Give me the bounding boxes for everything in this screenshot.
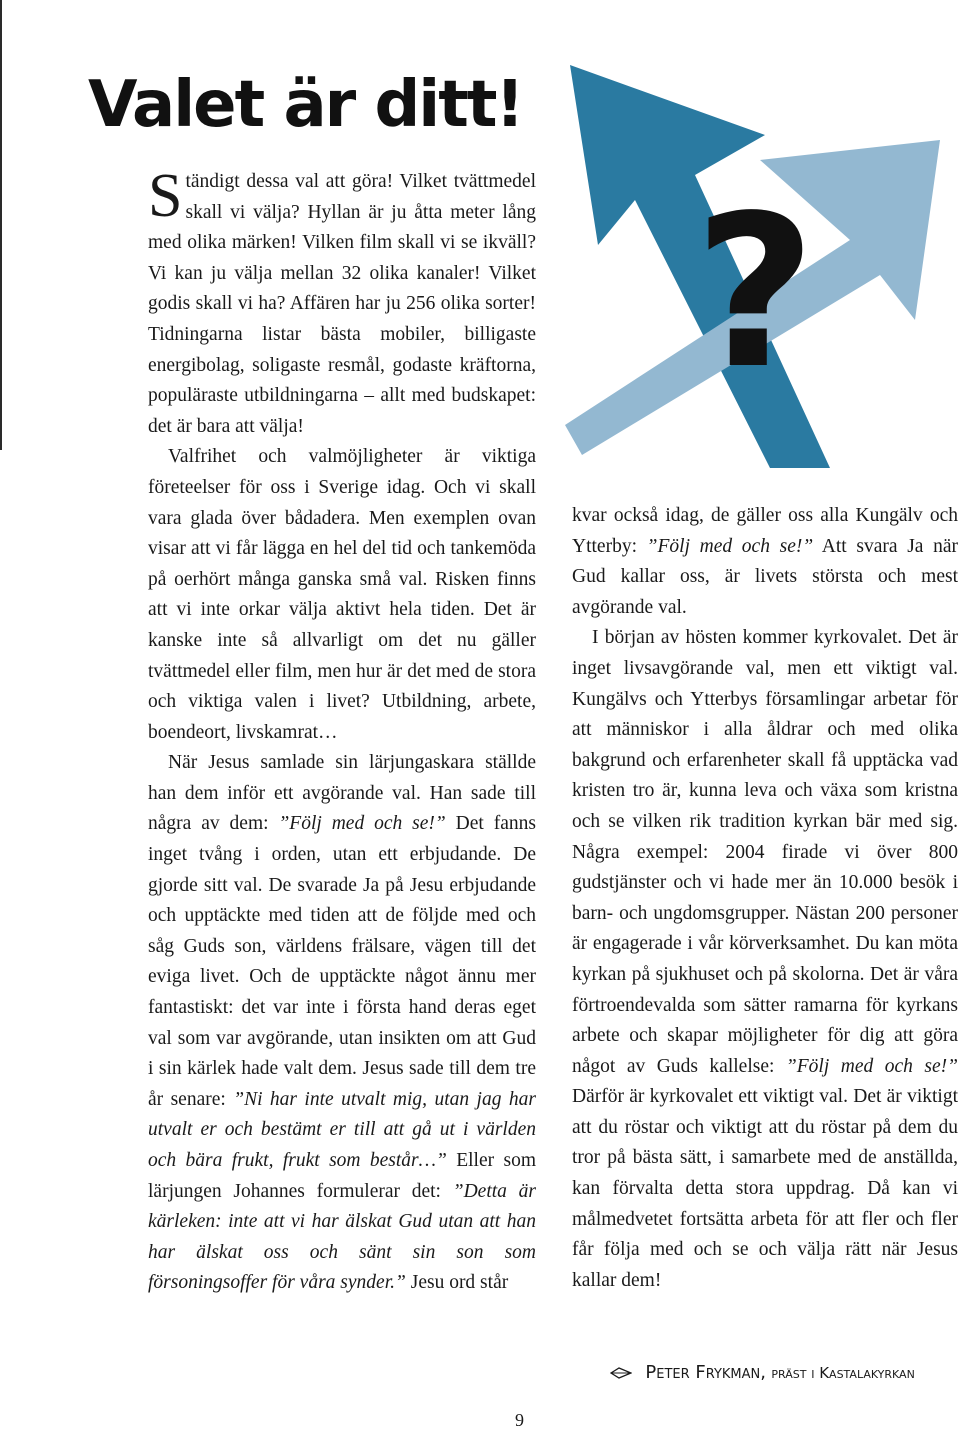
paragraph-text: Att svara Ja när Gud kallar oss, är livets största och mest avgörande val. — [572, 535, 958, 618]
bible-quote: ”Följ med och se!” — [278, 813, 446, 835]
body-paragraph: Valfrihet och valmöjligheter är viktiga företeelser för oss i Sverige idag. Och vi skall vara glada över bådadera. Men exemplen ovan visar att vi får lägga en hel del tid och tankemöda på oerhört många ganska små val. Risken finns att vi inte orkar välja aktivt hela tiden. Det är kanske inte så allvarligt om det nu gäller tvättmedel eller film, men hur är det med de stora och viktiga valen i livet? Utbildning, arbete, boendeort, livskamrat… — [148, 446, 536, 743]
paragraph-text: Därför är kyrkovalet ett viktigt val. Det är viktigt att du röstar och viktigt att du röstar på dem du tror på bästa sätt, i samarbete med de anställda, kan förvalta detta stora uppdrag. Då kan vi målmedvetet fortsätta arbeta för att fler och fler får följa med och se och välja rätt när Jesus kallar dem! — [572, 1086, 958, 1291]
paragraph-text: kvar också idag, de gäller oss alla Kungälv och Ytterby: — [572, 505, 958, 557]
author-signature — [610, 1362, 960, 1383]
article-headline: Valet är ditt! — [88, 68, 523, 142]
continuation-paragraph — [572, 501, 958, 623]
question-mark-symbol: ? — [694, 170, 816, 415]
right-text-column — [572, 501, 958, 1296]
intro-paragraph — [148, 162, 536, 442]
author-role: präst i Kastalakyrkan — [771, 1364, 915, 1382]
church-election-paragraph — [572, 623, 958, 1296]
bible-quote: ”Detta är kärleken: inte att vi har älskat Gud utan att han har älskat oss och sänt sin son som försoningsoffer för våra synder.” — [148, 1180, 536, 1294]
bible-quote: ”Följ med och se!” — [785, 1055, 958, 1077]
arrows-question-illustration — [560, 60, 960, 480]
paragraph-text: Det fanns inget tvång i orden, utan ett erbjudande. De gjorde sitt val. De svarade Ja på Jesu erbjudande och upptäckte med tiden att de följde med och såg Guds son, världens frälsare, vägen till det eviga livet. Och de upptäckte något ännu mer fantastiskt: det var inte i första hand deras eget val som var avgörande, utan insikten om att Gud i sin kärlek hade valt dem. Jesus sade till dem tre år senare: — [148, 813, 536, 1110]
left-text-column — [148, 162, 536, 1299]
author-name: Peter Frykman, — [645, 1362, 766, 1383]
paragraph-text: I början av hösten kommer kyrkovalet. Det är inget livsavgörande val, men ett viktigt val. Kungälvs och Ytterbys församlingar arbetar för att människor i alla åldrar och med olika bakgrund och erfarenheter skall få upptäcka vad kristen tro är, kunna leva och växa som kristna och se vilken rik tradition kyrkan bär med sig. Några exempel: 2004 firade vi över 800 gudstjänster och vi hade mer än 10.000 besök i barn- och ungdomsgrupper. Nästan 200 personer är engagerade i vår körverksamhet. Du kan möta kyrkan på sjukhuset och på skolorna. Det är våra förtroendevalda som sätter ramarna för kyrkans arbete och skapar möjligheter för dig att göra något av Guds kallelse: — [572, 627, 958, 1077]
paragraph-text: tändigt dessa val att göra! Vilket tvättmedel skall vi välja? Hyllan är ju åtta meter lång med olika märken! Vilken film skall vi se ikväll? Vi kan ju välja mellan 32 olika kanaler! Vilket godis skall vi ha? Affären har ju 256 olika sorter! Tidningarna listar bästa mobiler, billigaste energibolag, soligaste resmål, godaste kräftorna, populäraste utbildningarna – allt med budskapet: det är bara att välja! — [148, 171, 536, 437]
paragraph-text: Eller som lärjungen Johannes formulerar det: — [148, 1150, 536, 1202]
bible-quote: ”Följ med och se!” — [646, 535, 814, 557]
paragraph-text: Jesu ord står — [405, 1272, 509, 1294]
page-number: 9 — [515, 1410, 524, 1430]
paragraph-text: När Jesus samlade sin lärjungaskara ställde han dem inför ett avgörande val. Han sade till några av dem: — [148, 752, 536, 835]
jesus-choice-paragraph — [148, 748, 536, 1299]
drop-cap: S — [148, 162, 183, 230]
page-edge-line — [0, 0, 2, 450]
pen-nib-icon — [610, 1363, 637, 1383]
bible-quote: ”Ni har inte utvalt mig, utan jag har utvalt er och bestämt er till att gå ut i världen och bära frukt, frukt som består…” — [148, 1088, 536, 1171]
